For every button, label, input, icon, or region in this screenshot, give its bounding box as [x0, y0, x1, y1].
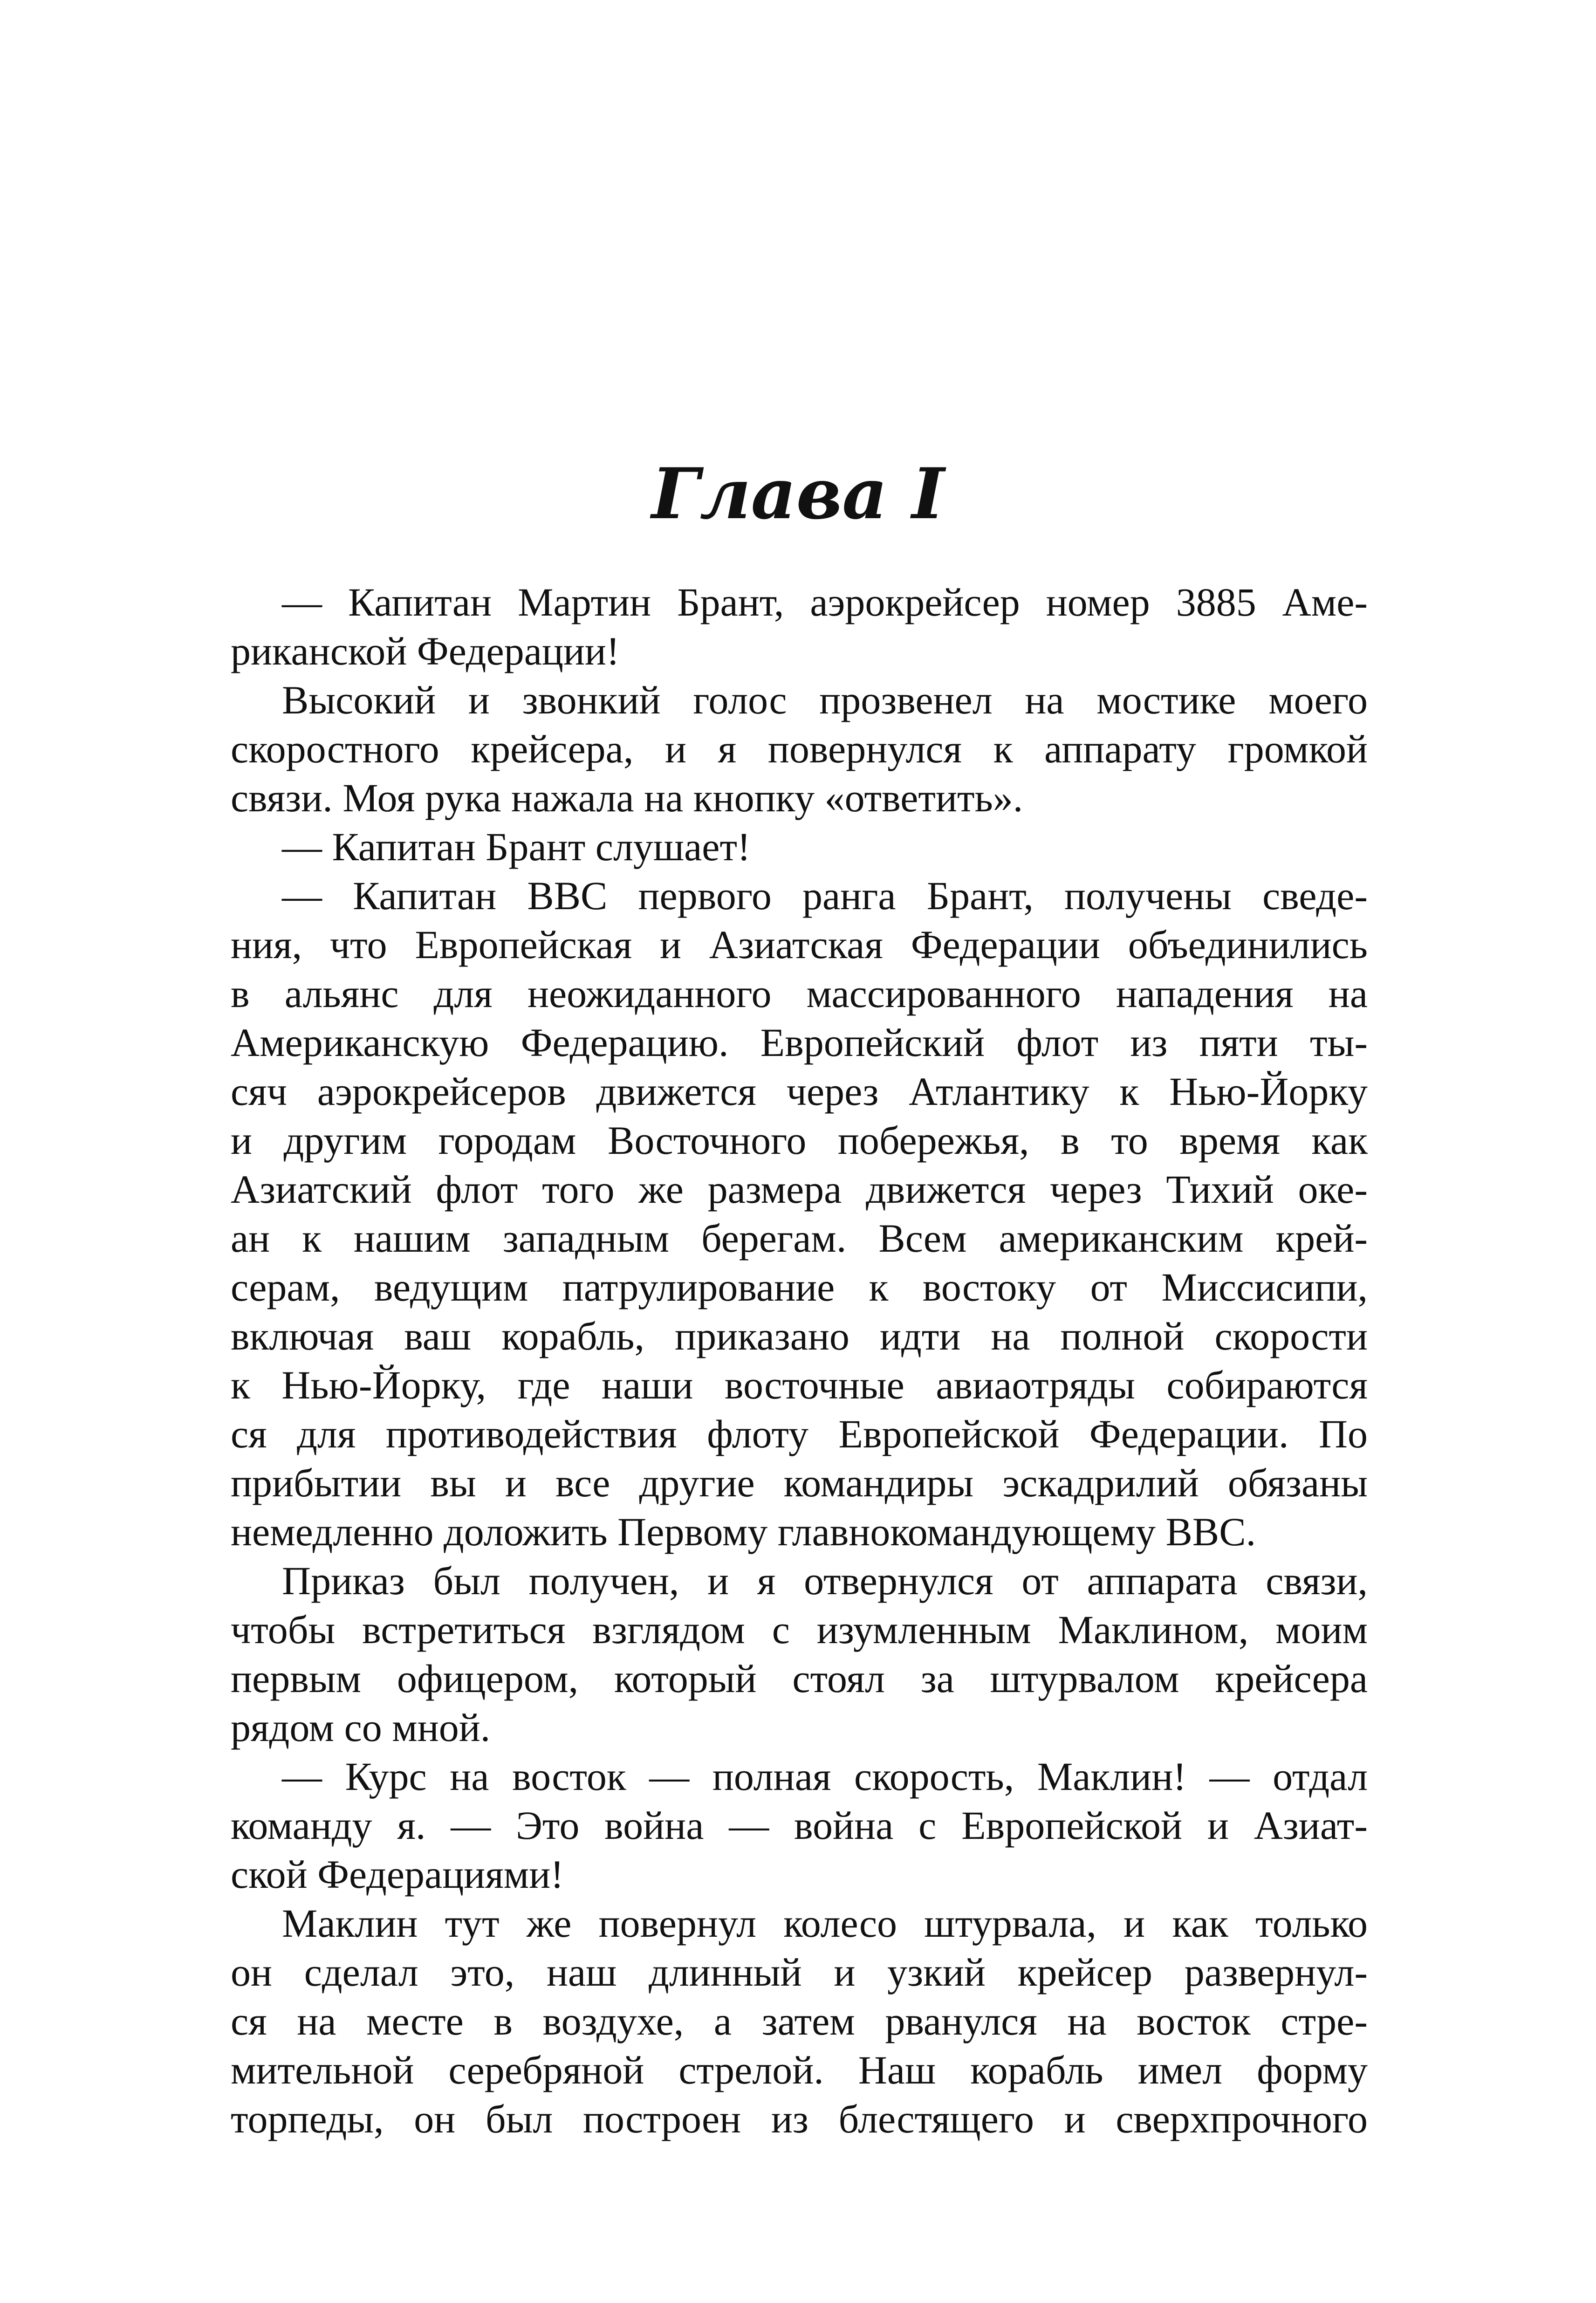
- text-line: серам, ведущим патрулирование к востоку от Миссисипи,: [231, 1265, 1368, 1309]
- text-line: риканской Федерации!: [231, 629, 620, 673]
- text-line: ния, что Европейская и Азиатская Федерации объединились: [231, 922, 1368, 967]
- chapter-title: Глава I: [651, 453, 945, 535]
- text-line: Американскую Федерацию. Европейский флот из пяти ты-: [231, 1020, 1368, 1065]
- text-line: связи. Моя рука нажала на кнопку «ответить».: [231, 775, 1023, 820]
- body-text: [231, 578, 1368, 2144]
- text-line: — Капитан ВВС первого ранга Брант, получены сведе-: [282, 873, 1368, 918]
- text-line: Азиатский флот того же размера движется через Тихий оке-: [231, 1167, 1368, 1212]
- text-line: чтобы встретиться взглядом с изумленным Маклином, моим: [231, 1607, 1368, 1652]
- text-line: скоростного крейсера, и я повернулся к аппарату громкой: [231, 727, 1368, 771]
- text-line: торпеды, он был построен из блестящего и сверхпрочного: [231, 2097, 1368, 2141]
- text-line: — Курс на восток — полная скорость, Маклин! — отдал: [282, 1754, 1368, 1799]
- text-line: первым офицером, который стоял за штурвалом крейсера: [231, 1656, 1368, 1701]
- text-line: в альянс для неожиданного массированного нападения на: [231, 971, 1368, 1016]
- text-line: мительной серебряной стрелой. Наш корабль имел форму: [231, 2048, 1368, 2092]
- text-line: ся на месте в воздухе, а затем рванулся на восток стре-: [231, 1999, 1368, 2043]
- text-line: Приказ был получен, и я отвернулся от аппарата связи,: [282, 1558, 1368, 1603]
- text-line: и другим городам Восточного побережья, в то время как: [231, 1118, 1368, 1163]
- text-line: — Капитан Мартин Брант, аэрокрейсер номер 3885 Аме-: [282, 580, 1368, 624]
- text-line: включая ваш корабль, приказано идти на полной скорости: [231, 1314, 1368, 1358]
- text-line: Высокий и звонкий голос прозвенел на мостике моего: [282, 678, 1368, 722]
- text-line: — Капитан Брант слушает!: [282, 824, 751, 869]
- text-line: ан к нашим западным берегам. Всем американским крей-: [231, 1216, 1368, 1261]
- text-line: ской Федерациями!: [231, 1852, 564, 1897]
- text-line: сяч аэрокрейсеров движется через Атлантику к Нью-Йорку: [231, 1069, 1368, 1114]
- text-line: прибытии вы и все другие командиры эскадрилий обязаны: [231, 1460, 1368, 1505]
- text-line: рядом со мной.: [231, 1705, 491, 1750]
- text-line: ся для противодействия флоту Европейской Федерации. По: [231, 1412, 1368, 1456]
- text-line: к Нью-Йорку, где наши восточные авиаотряды собираются: [231, 1363, 1368, 1407]
- text-line: команду я. — Это война — война с Европейской и Азиат-: [231, 1803, 1368, 1848]
- text-line: он сделал это, наш длинный и узкий крейсер развернул-: [231, 1950, 1368, 1995]
- text-line: немедленно доложить Первому главнокомандующему ВВС.: [231, 1509, 1256, 1554]
- text-line: Маклин тут же повернул колесо штурвала, и как только: [282, 1901, 1368, 1946]
